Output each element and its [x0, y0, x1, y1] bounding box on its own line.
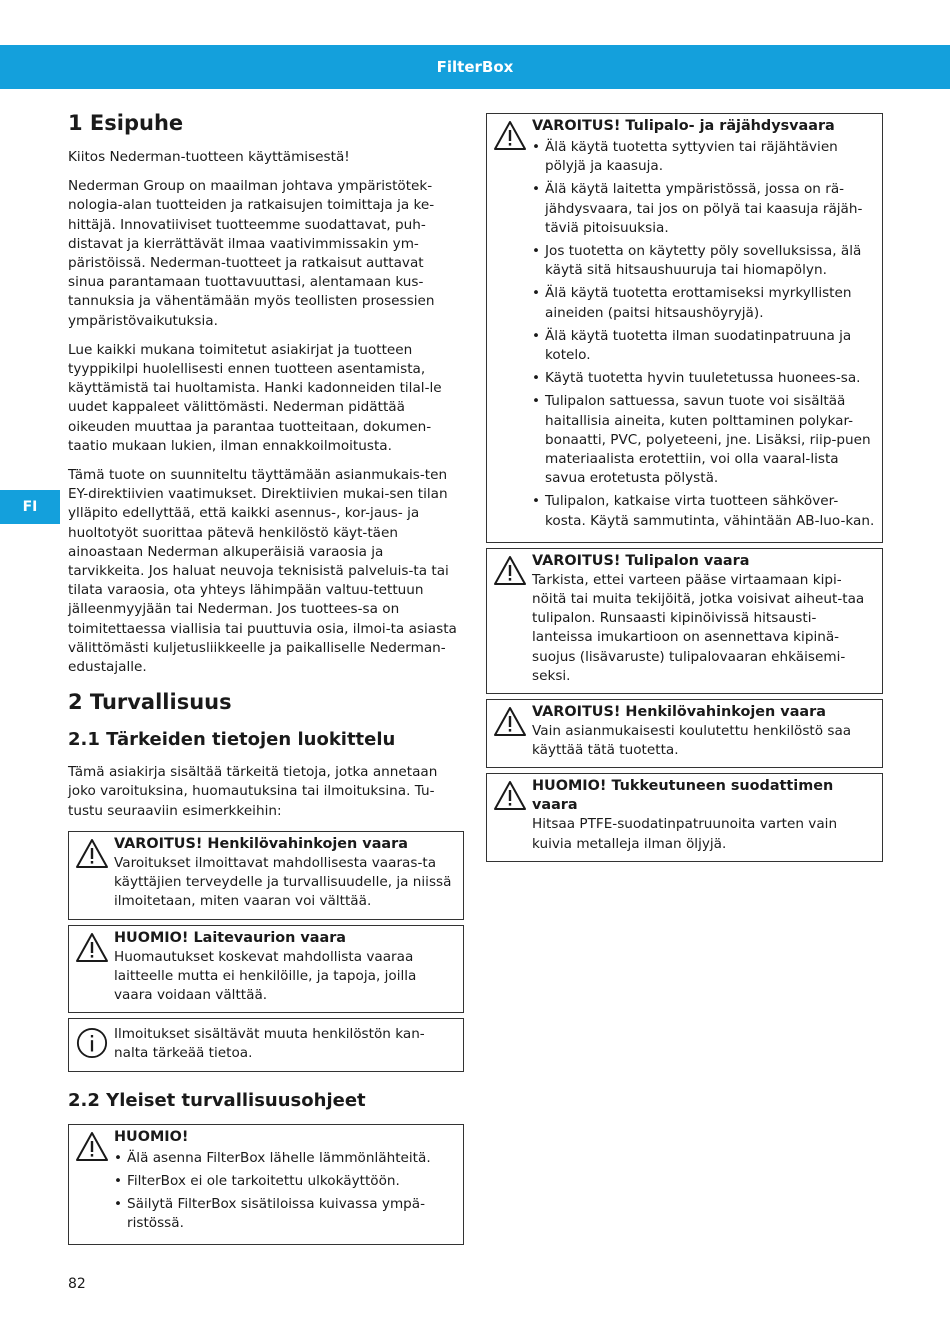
- warning-box-personal-injury: [68, 831, 464, 920]
- warning-triangle-icon: [75, 838, 109, 870]
- box-text: Hitsaa PTFE-suodatinpatruunoita varten vain kuivia metalleja ilman öljyjä.: [532, 816, 838, 852]
- list-item: • FilterBox ei ole tarkoitettu ulkokäyttöön.: [114, 1172, 457, 1191]
- section-1-title: 1 Esipuhe: [68, 111, 184, 135]
- warning-triangle-icon: [75, 1131, 109, 1163]
- warning-triangle-icon: [493, 555, 527, 587]
- caution-box-equipment-damage: [68, 925, 464, 1014]
- box-title: VAROITUS! Henkilövahinkojen vaara: [114, 835, 408, 852]
- list-item: • Tulipalon, katkaise virta tuotteen sähköver-kosta. Käytä sammutinta, vähintään AB-luo-kan.: [532, 492, 876, 530]
- language-tab: FI: [0, 490, 60, 524]
- list-item: • Älä käytä tuotetta syttyvien tai räjähtävien pölyjä ja kaasuja.: [532, 138, 876, 176]
- caution-box-general: [68, 1124, 464, 1246]
- warning-triangle-icon: [493, 706, 527, 738]
- left-column: [68, 108, 464, 1250]
- list-item: • Säilytä FilterBox sisätiloissa kuivassa ympä-ristössä.: [114, 1195, 457, 1233]
- paragraph: Nederman Group on maailman johtava ympäristötek-nologia-alan tuotteiden ja ratkaisujen toimittaja ja ke-hittäjä. Innovatiiviset tuotteemme suodattavat, puh-distavat ja kierrättävät ilmaa vaativimmissakin ym-päristöissä. Nederman-tuotteet ja ratkaisut auttavat sinua parantamaan tuottavuuttasi, alentamaan kus-tannuksia ja vähentämään myös teollisten prosessien ympäristövaikutuksia.: [68, 178, 435, 329]
- list-item: • Älä asenna FilterBox lähelle lämmönlähteitä.: [114, 1149, 457, 1168]
- notice-box-info: [68, 1018, 464, 1071]
- header-bar: [0, 45, 950, 89]
- info-circle-icon: [75, 1027, 109, 1059]
- header-title: FilterBox: [436, 58, 514, 76]
- box-text: Tarkista, ettei varteen pääse virtaamaan kipi-nöitä tai muita tekijöitä, jotka voisivat aiheut-taa tulipalon. Runsaasti kipinöivissä hitsausti-lanteissa imukartioon on asennettava kipinä-suojus (lisävaruste) tulipalovaaran ehkäisemi-seksi.: [532, 571, 865, 684]
- warning-box-fire: [486, 548, 883, 694]
- warning-triangle-icon: [75, 932, 109, 964]
- box-text: Ilmoitukset sisältävät muuta henkilöstön kan-nalta tärkeää tietoa.: [114, 1026, 425, 1062]
- section-2-1-title: 2.1 Tärkeiden tietojen luokittelu: [68, 729, 396, 751]
- box-title: HUOMIO! Laitevaurion vaara: [114, 929, 347, 946]
- paragraph: Lue kaikki mukana toimitetut asiakirjat ja tuotteen tyyppikilpi huolellisesti ennen tuotteen asentamista, käyttämistä tai huoltamista. Hanki kadonneiden tilal-le uudet kappaleet välittömästi. Nederman pidättää oikeuden muuttaa ja parantaa tuotteitaan, dokumen-taatio mukaan lukien, ilman ennakkoilmoitusta.: [68, 341, 442, 454]
- box-title: HUOMIO! Tukkeutuneen suodattimen vaara: [532, 778, 834, 814]
- list-item: • Älä käytä laitetta ympäristössä, jossa on rä-jähdysvaara, tai jos on pölyä tai kaasuja räjäh-täviä pitoisuuksia.: [532, 180, 876, 238]
- page-number: 82: [68, 1276, 86, 1292]
- box-text: Vain asianmukaisesti koulutettu henkilöstö saa käyttää tätä tuotetta.: [532, 723, 852, 759]
- caution-box-clogged-filter: [486, 773, 883, 861]
- box-title: VAROITUS! Henkilövahinkojen vaara: [532, 704, 826, 721]
- box-title: VAROITUS! Tulipalo- ja räjähdysvaara: [532, 118, 835, 134]
- box-text: Huomautukset koskevat mahdollista vaaraa laitteelle mutta ei henkilöille, ja tapoja, joilla vaara voidaan välttää.: [114, 948, 417, 1003]
- right-column: [486, 113, 883, 867]
- bullet-list: [532, 138, 876, 531]
- box-title: HUOMIO!: [114, 1128, 189, 1145]
- paragraph: Tämä tuote on suunniteltu täyttämään asianmukais-ten EY-direktiivien vaatimukset. Direktiivien mukai-sen tilan ylläpito edellyttää, että kaikki asennus-, kor-jaus- ja huoltotyöt suorittaa pätevä henkilöstö käyt-täen ainoastaan Nederman alkuperäisiä varaosia ja tarvikkeita. Jos haluat neuvoja teknisistä palveluis-ta tai tilata varaosia, ota yhteys lähimpään valtuu-tettuun jälleenmyyjään tai Nederman. Jos tuottees-sa on toimitettaessa viallisia tai puuttuvia osia, ilmoi-ta asiasta välittömästi kuljetusliikkeelle ja paikalliselle Nederman-edustajalle.: [68, 467, 457, 676]
- section-2-2-title: 2.2 Yleiset turvallisuusohjeet: [68, 1089, 366, 1111]
- box-text: Varoitukset ilmoittavat mahdollisesta vaaras-ta käyttäjien terveydelle ja turvallisuudelle, ja niissä ilmoitetaan, miten vaaran voi välttää.: [114, 854, 452, 910]
- warning-triangle-icon: [493, 780, 527, 812]
- bullet-list: [114, 1149, 457, 1234]
- list-item: • Jos tuotetta on käytetty pöly sovelluksissa, älä käytä sitä hitsaushuuruja tai hiomapölyn.: [532, 242, 876, 280]
- list-item: • Käytä tuotetta hyvin tuuletetussa huonees-sa.: [532, 369, 876, 388]
- warning-box-fire-explosion: [486, 113, 883, 543]
- warning-triangle-icon: [493, 120, 527, 152]
- list-item: • Älä käytä tuotetta erottamiseksi myrkyllisten aineiden (paitsi hitsaushöyryjä).: [532, 284, 876, 322]
- list-item: • Älä käytä tuotetta ilman suodatinpatruuna ja kotelo.: [532, 327, 876, 365]
- box-title: VAROITUS! Tulipalon vaara: [532, 552, 750, 569]
- section-2-title: 2 Turvallisuus: [68, 690, 232, 715]
- list-item: • Tulipalon sattuessa, savun tuote voi sisältää haitallisia aineita, kuten polttaminen polykar-bonaatti, PVC, polyeteeni, jne. Lisäksi, riip-puen materiaalista erotettiin, voi olla vaaral-lista savua erotetusta pölystä.: [532, 392, 876, 488]
- paragraph: Kiitos Nederman-tuotteen käyttämisestä!: [68, 149, 350, 165]
- warning-box-personal-injury: [486, 699, 883, 768]
- paragraph: Tämä asiakirja sisältää tärkeitä tietoja, jotka annetaan joko varoituksina, huomautuksina tai ilmoituksina. Tu-tustu seuraaviin esimerkkeihin:: [68, 764, 438, 819]
